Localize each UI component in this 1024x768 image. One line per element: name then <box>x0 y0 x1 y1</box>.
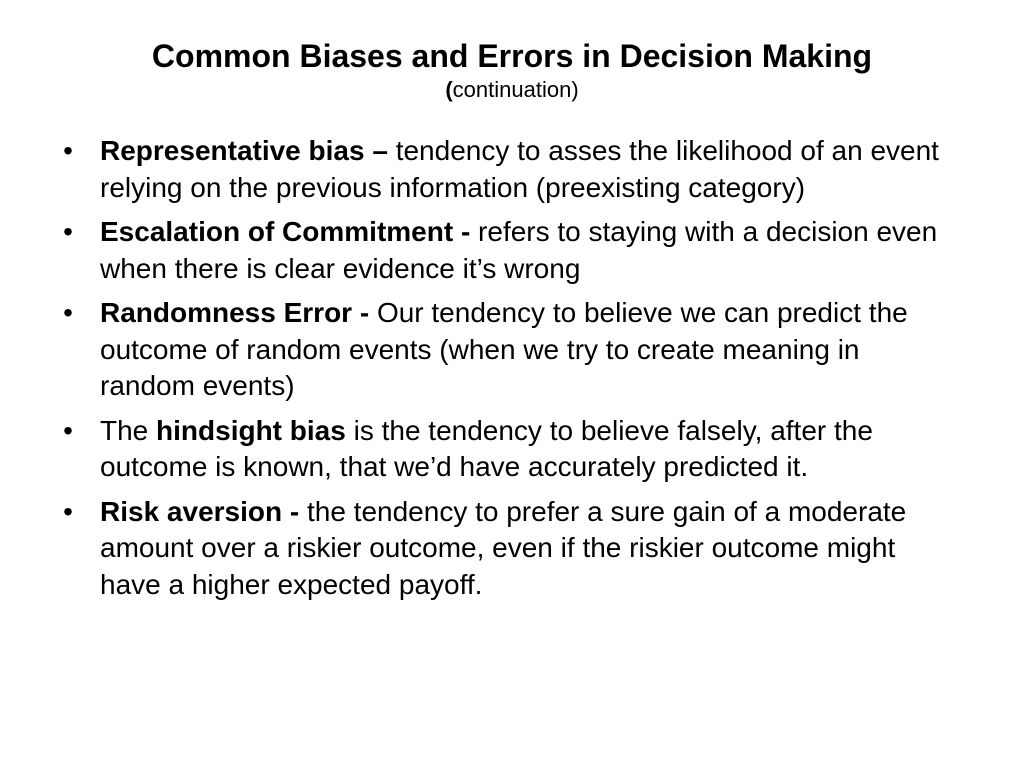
subtitle-open-paren: ( <box>445 77 453 102</box>
bullet-term: Risk aversion - <box>100 495 300 527</box>
bullet-text: tendency to asses the likelihood of an event relying on the previous information (preexisting category) <box>100 135 939 203</box>
bullet-marker: • <box>63 495 73 527</box>
subtitle-text: continuation) <box>452 77 579 102</box>
bullet-term: Randomness Error - <box>100 297 370 328</box>
slide-subtitle <box>40 76 984 104</box>
bullet-text: is the tendency to believe falsely, after the outcome is known, that we’d have accurately predicted it. <box>100 414 873 482</box>
bullet-representative-bias <box>58 133 958 206</box>
title-block <box>40 36 984 104</box>
bullet-text: Our tendency to believe we can predict the outcome of random events (when we try to create meaning in random events) <box>100 297 908 401</box>
bullet-marker: • <box>63 414 73 446</box>
bullet-randomness-error <box>58 295 958 405</box>
bullet-term: Escalation of Commitment - <box>100 216 471 247</box>
slide-title: Common Biases and Errors in Decision Making <box>151 38 873 74</box>
bullet-marker: • <box>63 297 73 328</box>
bullet-risk-aversion <box>58 494 958 604</box>
bullet-list <box>58 133 958 611</box>
bullet-text: refers to staying with a decision even when there is clear evidence it’s wrong <box>100 216 938 284</box>
bullet-text: the tendency to prefer a sure gain of a moderate amount over a riskier outcome, even if the riskier outcome might have a higher expected payoff. <box>100 495 907 600</box>
bullet-term: hindsight bias <box>156 414 346 446</box>
bullet-term: Representative bias – <box>100 135 388 166</box>
bullet-marker: • <box>63 216 73 247</box>
bullet-escalation-of-commitment <box>58 214 958 287</box>
bullet-prefix: The <box>100 414 157 446</box>
bullet-marker: • <box>63 135 73 166</box>
bullet-hindsight-bias <box>58 413 958 486</box>
